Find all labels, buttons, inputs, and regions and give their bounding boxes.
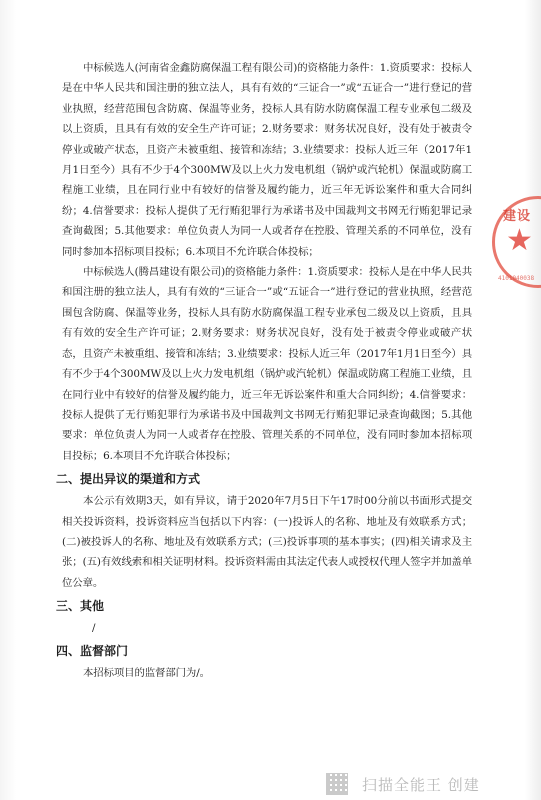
- section-2-heading: 二、提出异议的渠道和方式: [56, 472, 201, 487]
- section-4-body: 本招标项目的监督部门为/。: [83, 667, 210, 680]
- section-3-body: /: [92, 622, 96, 635]
- qr-code-icon: [326, 773, 348, 795]
- seal-number: 4101040038: [498, 275, 535, 282]
- section-2-body: 本公示有效期3天，如有异议，请于2020年7月5日下午17时00分前以书面形式提交相关投诉资料，投诉资料应当包括以下内容：(一)投诉人的名称、地址及有效联系方式；(二)被投诉人的名称、地址及有效联系方式；(三)投诉事项的基本事实；(四)相关请求及主张；(五)有效线索和相关证明材料。投诉资料需由其法定代表人或授权代理人签字并加盖单位公章。: [62, 495, 472, 589]
- document-body: [56, 58, 472, 684]
- candidate-2-qualifications: 中标候选人(腾昌建设有限公司)的资格能力条件：1.资质要求：投标人是在中华人民共和国注册的独立法人，具有有效的“三证合一”或“五证合一”进行登记的营业执照，经营范围包含防腐、保温等业务，投标人具有防水防腐保温工程专业承包二级及以上资质，且具有有效的安全生产许可证；2.财务要求：财务状况良好，没有处于被责令停业或破产状态，且资产未被重组、接管和冻结；3.业绩要求：投标人近三年（2017年1月1日至今）具有不少于4个300MW及以上火力发电机组（锅炉或汽轮机）保温或防腐工程施工业绩，且在同行业中有较好的信誉及履约能力，近三年无诉讼案件和重大合同纠纷；4.信誉要求：投标人提供了无行贿犯罪行为承诺书及中国裁判文书网无行贿犯罪记录查询截图；5.其他要求：单位负责人为同一人或者存在控股、管理关系的不同单位，没有同时参加本招标项目投标；6.本项目不允许联合体投标；: [62, 266, 472, 462]
- scanner-watermark: [326, 772, 536, 796]
- section-3-heading: 三、其他: [56, 599, 105, 614]
- seal-star-icon: ★: [506, 223, 533, 258]
- seal-text: 建设: [503, 209, 532, 224]
- section-4-heading: 四、监督部门: [56, 644, 129, 659]
- candidate-1-qualifications: 中标候选人(河南省金鑫防腐保温工程有限公司)的资格能力条件：1.资质要求：投标人是在中华人民共和国注册的独立法人，具有有效的“三证合一”或“五证合一”进行登记的营业执照，经营范围包含防腐、保温等业务，投标人具有防水防腐保温工程专业承包二级及以上资质，且具有有效的安全生产许可证；2.财务要求：财务状况良好，没有处于被责令停业或破产状态，且资产未被重组、接管和冻结；3.业绩要求：投标人近三年（2017年1月1日至今）具有不少于4个300MW及以上火力发电机组（锅炉或汽轮机）保温或防腐工程施工业绩，且在同行业中有较好的信誉及履约能力，近三年无诉讼案件和重大合同纠纷；4.信誉要求：投标人提供了无行贿犯罪行为承诺书及中国裁判文书网无行贿犯罪记录查询截图；5.其他要求：单位负责人为同一人或者存在控股、管理关系的不同单位，没有同时参加本招标项目投标；6.本项目不允许联合体投标；: [62, 62, 472, 258]
- watermark-text: 扫描全能王 创建: [362, 775, 480, 794]
